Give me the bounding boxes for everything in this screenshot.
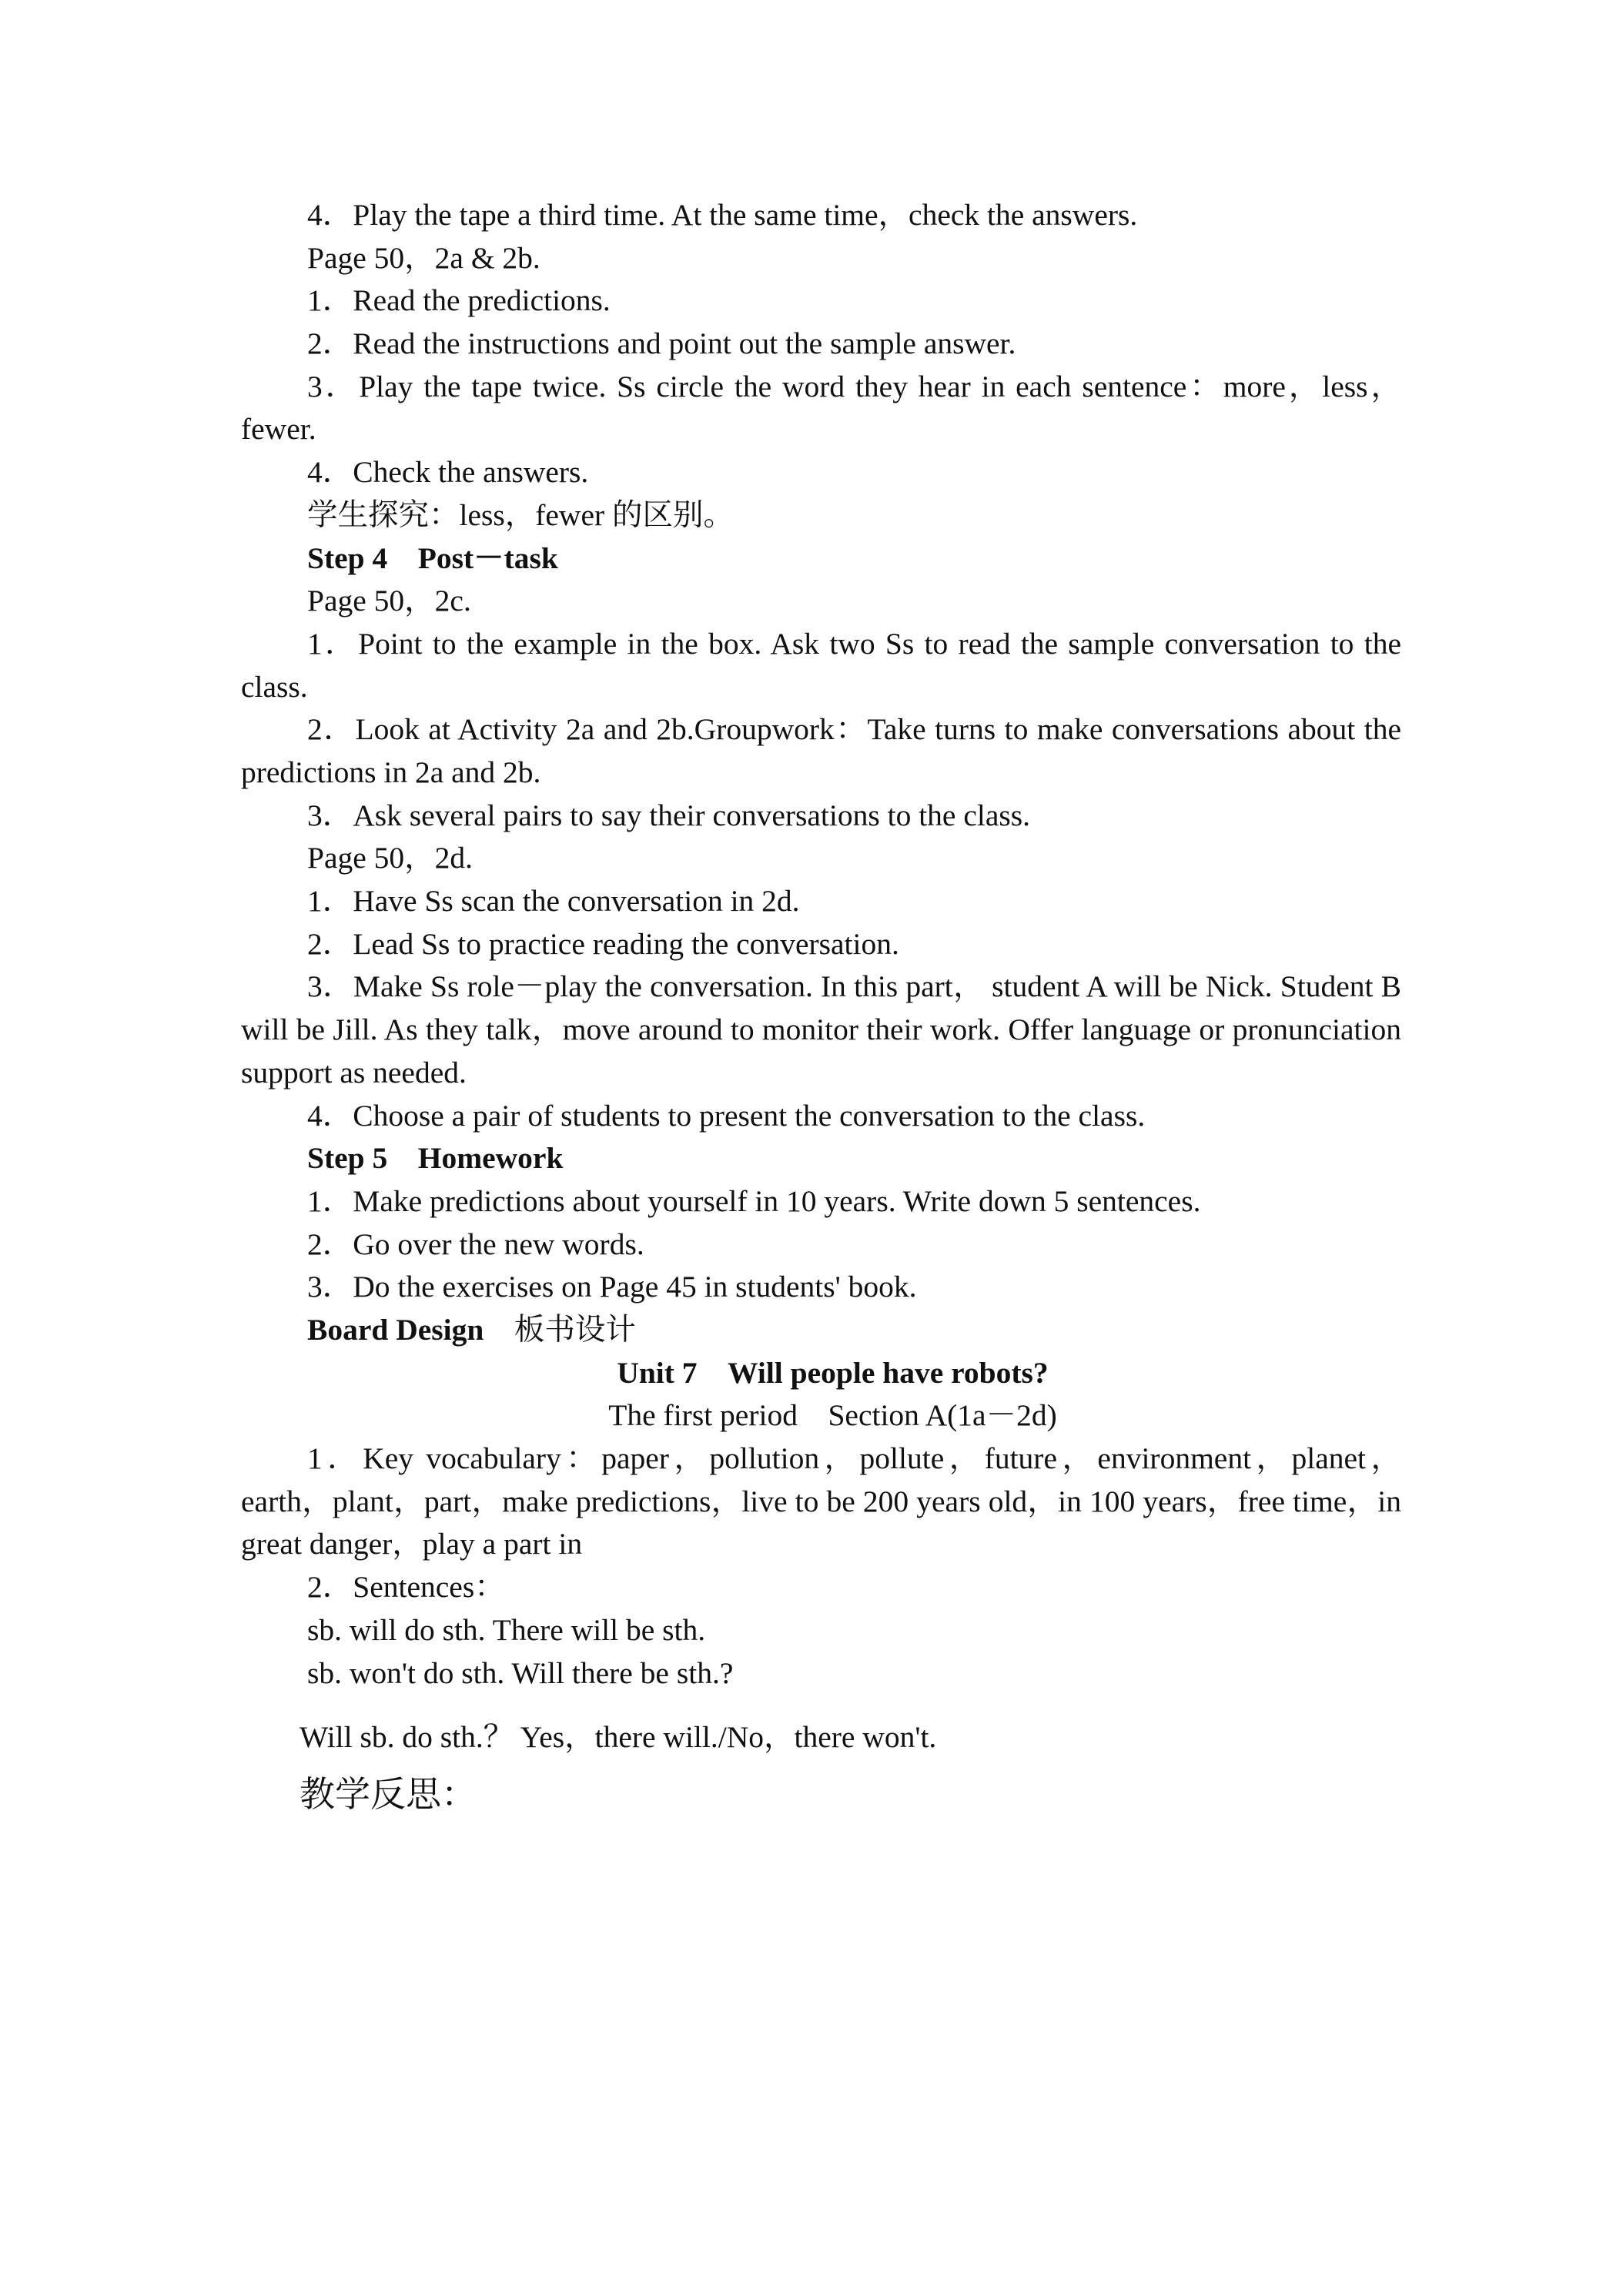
step-heading: Step 5 Homework bbox=[307, 1141, 564, 1176]
text-line: 2．Lead Ss to practice reading the conversation. bbox=[307, 926, 899, 961]
text-line: Page 50，2c. bbox=[307, 584, 471, 618]
text-line: Page 50，2a & 2b. bbox=[307, 240, 540, 275]
document-page bbox=[241, 194, 1401, 1824]
text-line: 4．Check the answers. bbox=[307, 455, 589, 490]
text-paragraph: 1．Point to the example in the box. Ask two Ss to read the sample conversation to the class. bbox=[241, 626, 1401, 704]
reflection-heading: 教学反思： bbox=[300, 1774, 477, 1814]
text-line: 4．Choose a pair of students to present the conversation to the class. bbox=[307, 1098, 1146, 1133]
text-line: 1．Make predictions about yourself in 10 years. Write down 5 sentences. bbox=[307, 1183, 1201, 1218]
text-paragraph: 3．Play the tape twice. Ss circle the word they hear in each sentence：more，less，fewer. bbox=[241, 369, 1401, 447]
text-line: 2．Go over the new words. bbox=[307, 1227, 644, 1261]
text-paragraph: 3．Make Ss role－play the conversation. In this part， student A will be Nick. Student B will be Jill. As they talk，move around to monitor their work. Offer language or pronunciation support as needed. bbox=[241, 969, 1401, 1089]
text-line: 2．Read the instructions and point out the sample answer. bbox=[307, 326, 1016, 361]
text-line: 4．Play the tape a third time. At the same time，check the answers. bbox=[307, 198, 1138, 232]
text-line: sb. will do sth. There will be sth. bbox=[307, 1612, 706, 1647]
text-line: 1．Have Ss scan the conversation in 2d. bbox=[307, 884, 800, 919]
unit-title: Unit 7 Will people have robots? bbox=[617, 1355, 1049, 1390]
board-design-cn: 板书设计 bbox=[514, 1313, 636, 1347]
text-line: 学生探究：less，fewer 的区别。 bbox=[307, 497, 735, 532]
text-line: sb. won't do sth. Will there be sth.? bbox=[307, 1655, 734, 1690]
text-line: 3．Ask several pairs to say their conversations to the class. bbox=[307, 798, 1030, 832]
text-line: Page 50，2d. bbox=[307, 841, 474, 875]
period-subtitle: The first period Section A(1a－2d) bbox=[608, 1398, 1057, 1433]
text-line: 2．Sentences： bbox=[307, 1570, 505, 1605]
text-paragraph: 1．Key vocabulary：paper，pollution，pollute，future，environment，planet，earth，plant，part，make predictions，live to be 200 years old，in 100 years，free time，in great danger，play a part in bbox=[241, 1441, 1401, 1561]
text-line: Will sb. do sth.？ Yes，there will./No，there won't. bbox=[300, 1720, 937, 1755]
text-paragraph: 2．Look at Activity 2a and 2b.Groupwork：Take turns to make conversations about the predictions in 2a and 2b. bbox=[241, 712, 1401, 790]
board-design-heading bbox=[241, 1309, 1401, 1352]
text-line: 3．Do the exercises on Page 45 in students' book. bbox=[307, 1270, 917, 1304]
board-design-label: Board Design bbox=[307, 1313, 484, 1347]
text-line: 1．Read the predictions. bbox=[307, 283, 611, 318]
spacer bbox=[241, 1695, 1401, 1716]
step-heading: Step 4 Post－task bbox=[307, 541, 558, 575]
